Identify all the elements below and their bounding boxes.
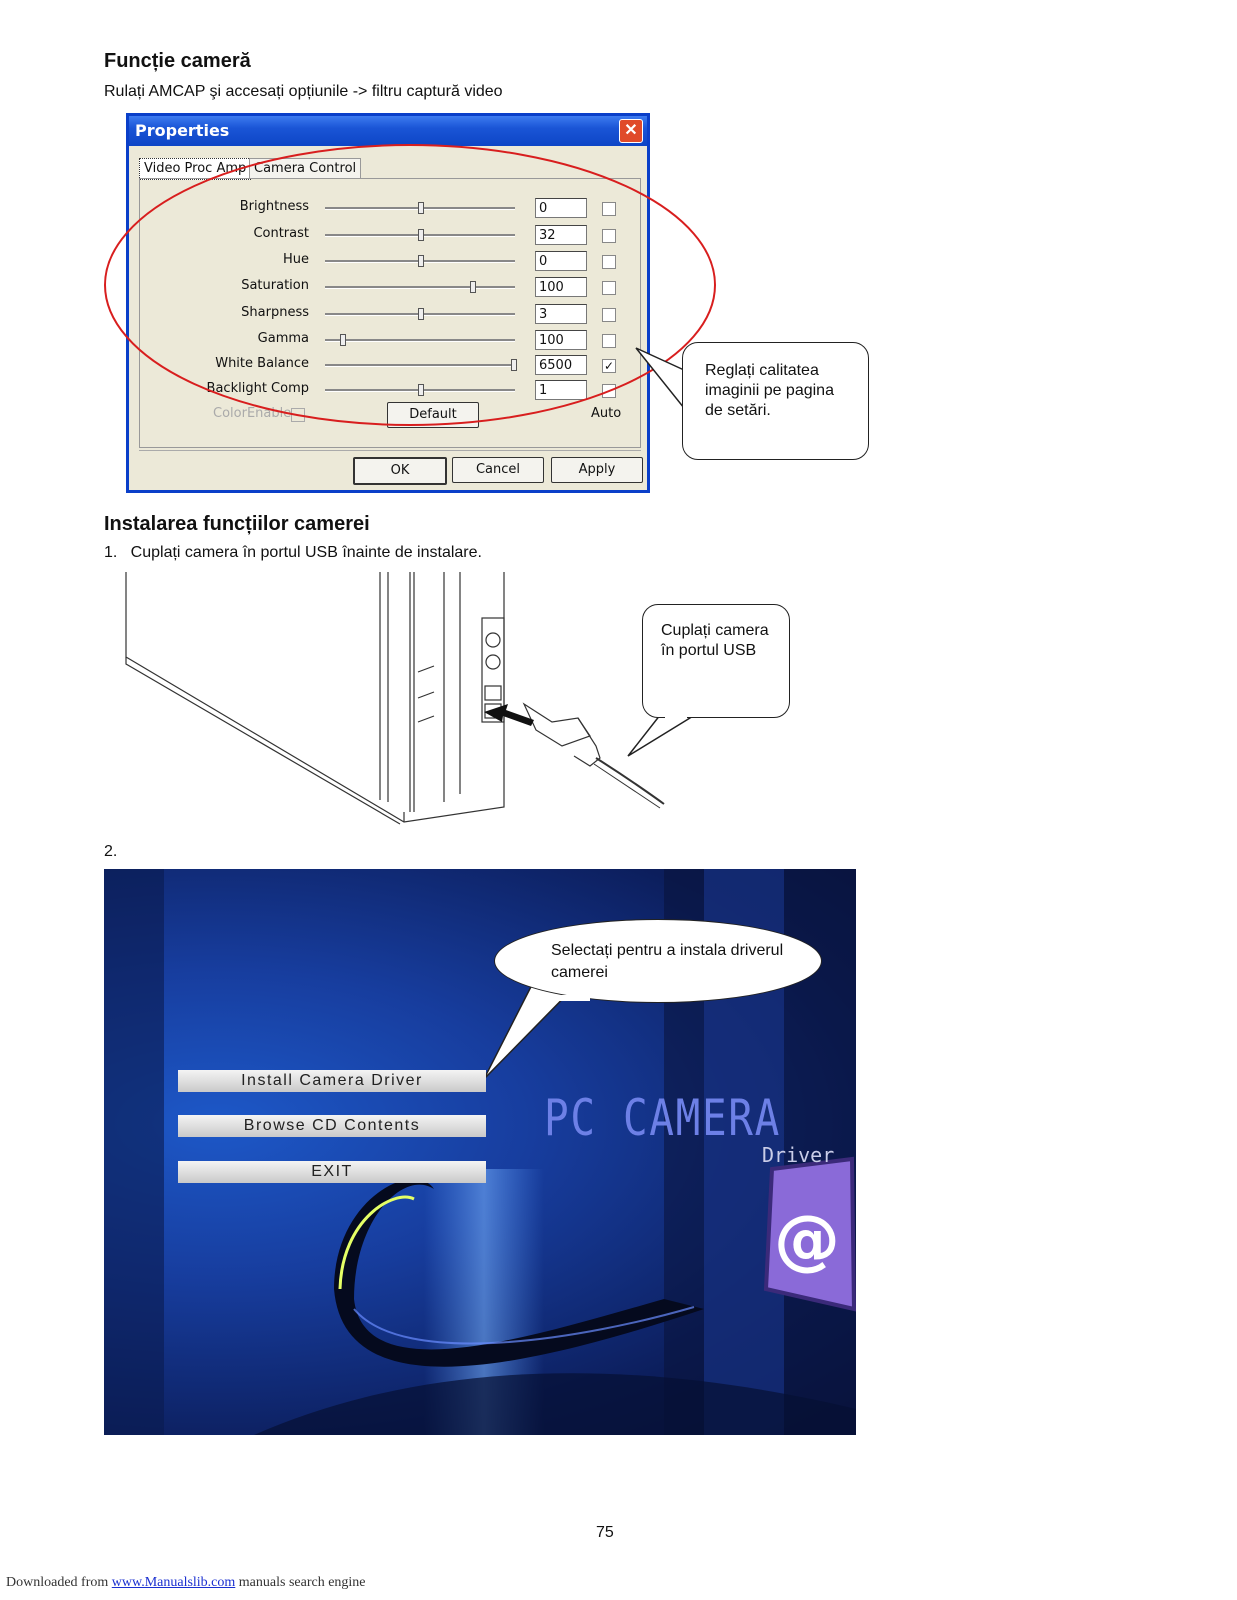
annotation-overlay xyxy=(0,0,1237,560)
dialog-title: Properties xyxy=(135,121,230,140)
slider-label: Saturation xyxy=(241,278,309,293)
auto-checkbox[interactable]: ✓ xyxy=(603,359,615,373)
exit-button[interactable]: EXIT xyxy=(178,1161,486,1183)
manualslib-link[interactable]: www.Manualslib.com xyxy=(111,1575,236,1590)
usb-port-1 xyxy=(485,686,501,700)
apply-button[interactable]: Apply xyxy=(551,457,643,483)
default-button[interactable]: Default xyxy=(387,402,479,428)
page-number: 75 xyxy=(596,1524,614,1541)
browse-cd-contents-button[interactable]: Browse CD Contents xyxy=(178,1115,486,1137)
value-field[interactable]: 32 xyxy=(535,225,587,245)
value-field[interactable]: 100 xyxy=(535,277,587,297)
close-icon[interactable]: ✕ xyxy=(619,119,643,143)
slider-label: Hue xyxy=(282,252,309,267)
installer-splash xyxy=(104,869,856,1435)
slider-label: Sharpness xyxy=(241,305,309,320)
value-field[interactable]: 0 xyxy=(535,251,587,271)
callout-joint xyxy=(683,371,686,407)
slider-label: Backlight Comp xyxy=(206,381,309,396)
tab-video-proc-amp[interactable]: Video Proc Amp xyxy=(139,158,251,180)
arrow-icon xyxy=(484,704,534,726)
value-field[interactable]: 1 xyxy=(535,380,587,400)
section-intro: Rulați AMCAP şi accesați opțiunile -> filtru captură video xyxy=(104,83,503,100)
slider-label: Gamma xyxy=(257,331,309,346)
auto-label: Auto xyxy=(591,406,622,421)
tab-camera-control[interactable]: Camera Control xyxy=(249,158,361,179)
callout-quality xyxy=(682,342,869,460)
slider-label: White Balance xyxy=(215,356,309,371)
callout-usb xyxy=(642,604,790,718)
install-camera-driver-button[interactable]: Install Camera Driver xyxy=(178,1070,486,1092)
section-title: Funcție cameră xyxy=(104,50,251,72)
slider-label: Brightness xyxy=(239,199,309,214)
callout-usb-text: Cuplați camera în portul USB xyxy=(661,622,769,659)
callout-joint-2 xyxy=(665,716,687,719)
splash-callout-joint xyxy=(544,995,590,1001)
driver-logo-text: Driver xyxy=(762,1143,835,1167)
step-1: 1. Cuplați camera în portul USB înainte de instalare. xyxy=(104,544,482,561)
slider-label: Contrast xyxy=(253,226,309,241)
ok-button[interactable]: OK xyxy=(353,457,447,485)
usb-plug xyxy=(524,704,590,746)
callout-pointer xyxy=(636,348,684,408)
footer-suffix: manuals search engine xyxy=(235,1575,366,1590)
value-field[interactable]: 6500 xyxy=(535,355,587,375)
section-title-install: Instalarea funcțiilor camerei xyxy=(104,513,370,535)
step-2: 2. xyxy=(104,843,118,860)
highlight-ellipse xyxy=(105,145,715,425)
footer xyxy=(6,1575,366,1591)
value-field[interactable]: 100 xyxy=(535,330,587,350)
footer-prefix: Downloaded from xyxy=(6,1575,109,1590)
value-field[interactable]: 3 xyxy=(535,304,587,324)
callout-quality-text: Reglați calitatea imaginii pe pagina de setări. xyxy=(705,362,834,419)
splash-callout xyxy=(494,919,822,1003)
color-enable-label: ColorEnable xyxy=(213,406,292,421)
value-field[interactable]: 0 xyxy=(535,198,587,218)
cancel-button[interactable]: Cancel xyxy=(452,457,544,483)
at-icon: @ xyxy=(774,1201,840,1278)
pc-camera-logo: PC CAMERA xyxy=(544,1089,781,1147)
splash-callout-text: Selectați pentru a instala driverul camerei xyxy=(551,942,784,981)
